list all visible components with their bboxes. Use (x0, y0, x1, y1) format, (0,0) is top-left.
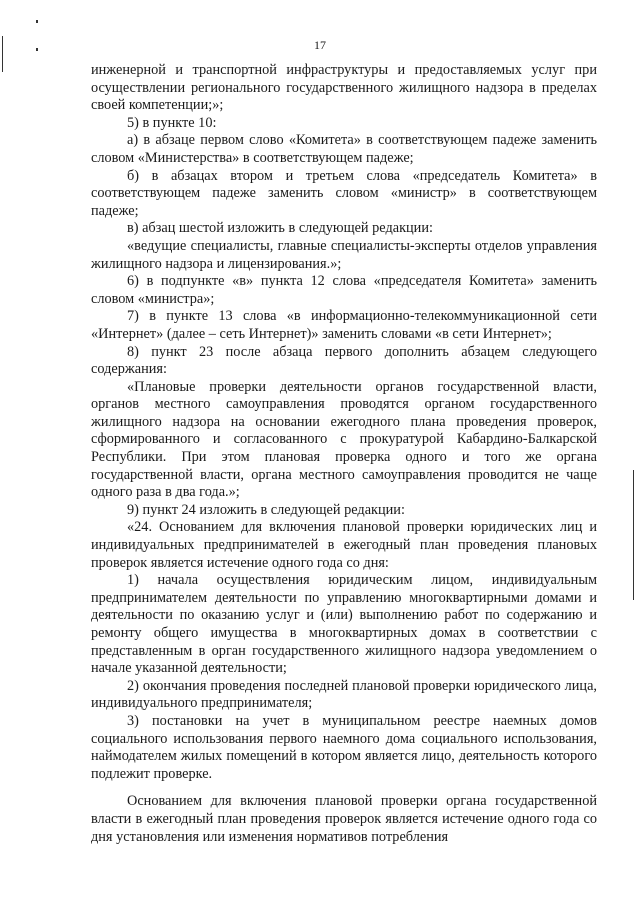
paragraph: 9) пункт 24 изложить в следующей редакции: (127, 501, 405, 518)
scan-edge-mark (36, 20, 38, 23)
paragraph: 1) начала осуществления юридическим лицом, индивидуальным предпринимателем деятельности по управлению многоквартирными домами и деятельности по оказанию услуг и (или) выполнению работ по содержанию и ремонту общего имущества в многоквартирных домах в соответствии с представленным в орган государственного жилищного надзора уведомлением о начале указанной деятельности; (91, 572, 597, 677)
paragraph: 5) в пункте 10: (127, 114, 217, 131)
paragraph: 8) пункт 23 после абзаца первого дополнить абзацем следующего содержания: (91, 343, 597, 378)
document-body (91, 62, 597, 846)
scan-edge-line (633, 470, 634, 600)
paragraph: 3) постановки на учет в муниципальном реестре наемных домов социального использования первого наемного дома социального использования, наймодателем жилых помещений в котором является лицо, деятельность которого подлежит проверке. (91, 712, 597, 782)
paragraph: 7) в пункте 13 слова «в информационно-телекоммуникационной сети «Интернет» (далее – сеть Интернет)» заменить словами «в сети Интернет»; (91, 308, 597, 342)
paragraph: а) в абзаце первом слово «Комитета» в соответствующем падеже заменить словом «Министерства» в соответствующем падеже; (91, 132, 597, 166)
paragraph: 2) окончания проведения последней плановой проверки юридического лица, индивидуального предпринимателя; (91, 677, 597, 712)
paragraph: «Плановые проверки деятельности органов государственной власти, органов местного самоуправления проводятся органом государственного жилищного надзора на основании ежегодного плана проведения проверок, сформированного и согласованного с прокуратурой Кабардино-Балкарской Республики. При этом плановая проверка одного и того же органа государственной власти, органа местного самоуправления проводится не чаще одного раза в два года.»; (91, 378, 597, 501)
paragraph: 6) в подпункте «в» пункта 12 слова «председателя Комитета» заменить словом «министра»; (91, 273, 597, 307)
paragraph: «24. Основанием для включения плановой проверки юридических лиц и индивидуальных предпринимателей в ежегодный план проведения плановых проверок является истечение одного года со дня: (91, 519, 597, 571)
paragraph: в) абзац шестой изложить в следующей редакции: (127, 220, 433, 237)
paragraph: Основанием для включения плановой проверки органа государственной власти в ежегодный план проведения проверок является истечение одного года со дня установления или изменения нормативов потребления (91, 793, 597, 845)
paragraph: б) в абзацах втором и третьем слова «председатель Комитета» в соответствующем падеже заменить словом «министр» в соответствующем падеже; (91, 167, 597, 219)
page-number: 17 (314, 38, 326, 52)
paragraph: инженерной и транспортной инфраструктуры и предоставляемых услуг при осуществлении регионального государственного жилищного надзора в пределах своей компетенции;»; (91, 62, 597, 114)
paragraph: «ведущие специалисты, главные специалисты-эксперты отделов управления жилищного надзора и лицензирования.»; (91, 237, 597, 272)
